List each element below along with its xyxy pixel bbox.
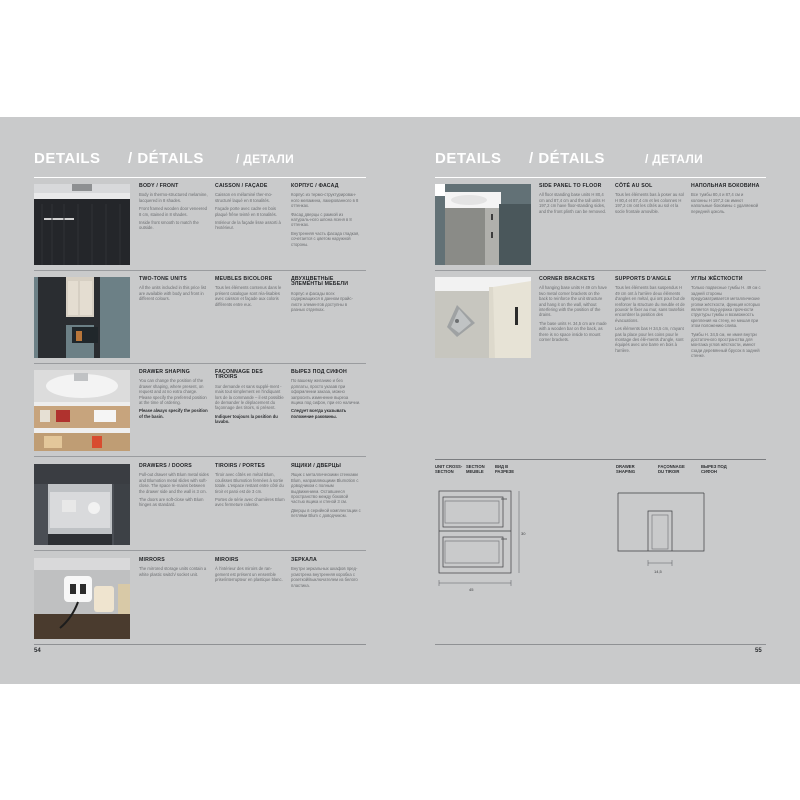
diagram-label-drawer-shaping: DRAWER SHAPING xyxy=(616,464,636,474)
header-title-fr: / DÉTAILS xyxy=(128,150,204,167)
col-para: Les éléments bas H 34,5 cm, n'ayant pas la place pour les coins pour le montage des élé-ments d'angle, sont équipés avec une barre en bois à l'arrière. xyxy=(615,326,684,353)
col-title: SIDE PANEL TO FLOOR xyxy=(539,183,602,189)
diagram-label-section-meuble: SECTION MEUBLE xyxy=(466,464,485,474)
col-para: Façade porte avec cadre en bois plaqué frêne teinté en 8 tonalités. xyxy=(215,206,277,217)
row-divider xyxy=(34,363,366,364)
diagram-label-vyrez-pod-sifon: ВЫРЕЗ ПОД СИФОН xyxy=(701,464,727,474)
text-col-fr xyxy=(215,558,285,586)
col-para: The mirrored storage units contain a white plastic switch/ socket unit. xyxy=(139,566,207,577)
col-title: MIROIRS xyxy=(215,557,239,563)
col-title: ЯЩИКИ / ДВЕРЦЫ xyxy=(291,463,341,469)
side-panel-photo xyxy=(435,184,531,265)
text-col-fr xyxy=(615,277,685,356)
col-para: Tiroir avec côtés en métal Blum, coulisses Blumotion fermées à sortie totale. L'espace restant entre côté du tiroir et paroi est de 3 cm. xyxy=(215,472,284,494)
header-title-ru: / ДЕТАЛИ xyxy=(645,152,704,166)
col-title: FAÇONNAGE DES TIROIRS xyxy=(215,369,263,381)
row-divider xyxy=(435,270,766,271)
col-para: All floor standing base units H 80,4 cm and 87,4 cm and the tall units H 197,2 cm have floor-standing sides, and the front plinth can be removed. xyxy=(539,192,607,214)
diagram-label-faconnage: FAÇONNAGE DU TIROIR xyxy=(658,464,685,474)
col-para: Portes de série avec charnières Blum avec fermeture ralentie. xyxy=(215,497,285,508)
col-title: TIROIRS / PORTES xyxy=(215,463,265,469)
col-para: All hanging base units H 49 cm have two metal corner brackets on the back to reinforce the unit structure and hang it on the wall, without interfering with the position of the drains. xyxy=(539,285,607,318)
footer-rule xyxy=(435,644,766,645)
drawer-shaping-drawing xyxy=(614,487,710,577)
text-col-fr xyxy=(215,184,285,234)
row-divider xyxy=(34,270,366,271)
col-emphasis: Please always specify the position of the basin. xyxy=(139,408,208,419)
header-title-en: DETAILS xyxy=(34,150,101,167)
col-title: НАПОЛЬНАЯ БОКОВИНА xyxy=(691,183,760,189)
col-para: Фасад дверцы с рамкой из натураль-ного шпона ясеня в 8 оттенках. xyxy=(291,211,352,228)
page-number: 54 xyxy=(34,648,41,654)
col-title: КОРПУС / ФАСАД xyxy=(291,183,339,189)
col-title: ЗЕРКАЛА xyxy=(291,557,317,563)
mirror-socket-photo xyxy=(34,558,130,639)
col-para xyxy=(139,408,209,419)
col-para: Sur demande et sans supplé-ment - mais tout simplement en l'indiquant lors de la commande – il est possible de demander le déplacement du façonnage des tiroirs, si présent. xyxy=(215,383,284,411)
col-title: DRAWERS / DOORS xyxy=(139,463,192,469)
text-col-en xyxy=(539,184,609,217)
header-title-ru: / ДЕТАЛИ xyxy=(236,152,295,166)
col-para: Tous les éléments bas suspendus H 49 cm ont à l'arrière deux éléments d'angles en métal, qui ont pour but de renforcer la structure du meuble et de pouvoir le fixer au mur, sans toutefois encombrer la position des évacuations. xyxy=(615,285,685,323)
header-title-en: DETAILS xyxy=(435,150,502,167)
text-col-en xyxy=(539,277,609,345)
diagram-section-rule xyxy=(435,459,766,460)
text-col-ru xyxy=(291,277,361,315)
col-para: The base units H. 34,5 cm are made with a wooden bar on the back, as there is no space inside to mount corner brackets. xyxy=(539,320,607,343)
unit-cross-section-drawing xyxy=(435,487,525,597)
col-title: TWO-TONE UNITS xyxy=(139,276,187,282)
col-emphasis: Следует всегда указывать положение раковины. xyxy=(291,408,347,419)
col-para: Все тумбы 80,4 и 87,4 см и колонны Н 197,2 см имеют напольные боковины с удаляемой передней цоколь. xyxy=(691,192,759,214)
col-para: Ящик с металлическими стенками Blum, направляющими Blumotion с доводчиком с полным выдвижением. Оставшееся пространство между боковой частью ящика и стеной 3 см. xyxy=(291,472,359,505)
text-col-en xyxy=(139,370,209,422)
col-title: CAISSON / FAÇADE xyxy=(215,183,268,189)
row-divider xyxy=(34,550,366,551)
col-para: Pull-out drawer with Blum metal sides and Blumotion metal slides with soft-close. The space re-mains between the drawer side and the wall is 3 cm. xyxy=(139,472,209,494)
col-para: Внутри зеркальных шкафов пред-усмотрена внутренняя коробка с розеткой/выключателем из белого пластика. xyxy=(291,566,358,588)
right-page xyxy=(400,117,800,684)
text-col-ru xyxy=(691,277,761,362)
col-para: По вашему желанию и без доплаты, просто указав при оформлении заказа, можно запросить изменение выреза ящика под сифон, при его наличии. xyxy=(291,378,361,406)
text-col-ru xyxy=(291,558,361,591)
col-title: DRAWER SHAPING xyxy=(139,369,190,375)
col-para: Tous les éléments contenus dans le présent catalogue sont réa-lisables avec caisson et façade aux coloris différents entre eux. xyxy=(215,285,282,307)
col-para: Tous les éléments bas à poser au sol H 80,4 et 87,4 cm et les colonnes H 197,2 cm ont les côtés au sol et la socle frontale amovible. xyxy=(615,192,684,214)
corner-brackets-photo xyxy=(435,277,531,358)
col-para xyxy=(291,408,361,419)
col-title: MIRRORS xyxy=(139,557,165,563)
page-number: 55 xyxy=(755,648,762,654)
dim-depth-label: 45 xyxy=(469,587,474,592)
col-para: Корпус из термо-структурирован-ного меламина, лакированного в 8 оттенках. xyxy=(291,192,359,209)
catalog-spread xyxy=(0,117,800,684)
col-para: Caisson en mélaminé ther-mo-structuré laqué en 8 tonalités. xyxy=(215,192,273,203)
col-title: УГЛЫ ЖЁСТКОСТИ xyxy=(691,276,743,282)
text-col-en xyxy=(139,184,209,234)
diagram-label-vid-v-razreze: ВИД В РАЗРЕЗЕ xyxy=(495,464,515,474)
text-col-fr xyxy=(215,464,285,511)
col-para: Тумбы Н. 34,5 см, не имея внутри достаточного пространства для монтажа углов жёсткости, имеют сзади деревянный брусок в задней стенке. xyxy=(691,331,760,359)
dim-height-label: 30 xyxy=(521,531,526,536)
col-para: The doors are soft-close with Blum hinges as standard. xyxy=(139,497,204,508)
col-para: Дверцы в серийной комплектации с петлями Blum с доводчиком. xyxy=(291,507,361,519)
header-title-fr: / DÉTAILS xyxy=(529,150,605,167)
col-para: À l'intérieur des miroirs de ran-gement est présent un ensemble prise/interrupteur en plastique blanc. xyxy=(215,566,283,583)
col-para xyxy=(215,414,285,425)
diagram-label-unit-cross-section: UNIT CROSS-SECTION xyxy=(435,464,463,474)
header-rule xyxy=(435,177,766,178)
two-tone-wall-units-photo xyxy=(34,277,130,358)
col-emphasis: Indiquer toujours la position du lavabo. xyxy=(215,413,278,425)
row-divider xyxy=(34,456,366,457)
text-col-fr xyxy=(215,277,285,310)
text-col-fr xyxy=(615,184,685,217)
left-page xyxy=(0,117,400,684)
drawers-doors-photo xyxy=(34,464,130,545)
text-col-ru xyxy=(291,370,361,422)
text-col-en xyxy=(139,464,209,511)
col-title: MEUBLES BICOLORE xyxy=(215,276,273,282)
col-para: Внутренняя часть фасада гладкая, сочетается с цветом наружной стороны. xyxy=(291,230,360,247)
drawer-shaping-photo xyxy=(34,370,130,451)
text-col-ru xyxy=(291,464,361,522)
col-para: Intérieur de la façade lisse assorti à l'extérieur. xyxy=(215,220,281,231)
text-col-en xyxy=(139,558,209,580)
black-vanity-cabinet-photo xyxy=(34,184,130,265)
col-para: Корпус и фасады всех содержащихся в данном прайс-листе элементов доступны в разных отделках. xyxy=(291,290,353,313)
footer-rule xyxy=(34,644,366,645)
col-title: ДВУХЦВЕТНЫЕ ЭЛЕМЕНТЫ МЕБЕЛИ xyxy=(291,276,349,288)
col-title: CÔTÉ AU SOL xyxy=(615,183,653,189)
dim-width-label: 14,5 xyxy=(654,569,662,574)
text-col-fr xyxy=(215,370,285,428)
text-col-ru xyxy=(291,184,361,250)
col-para: You can change the position of the drawer shaping, where present, on request and at no extra charge. Please specify the preferred position at the time of ordering. xyxy=(139,378,207,406)
text-col-en xyxy=(139,277,209,305)
col-para: Inside front smooth to match the outside. xyxy=(139,220,199,231)
text-col-ru xyxy=(691,184,761,217)
header-rule xyxy=(34,177,366,178)
col-para: Front framed wooden door veneered 8 cm, stained in 8 shades. xyxy=(139,206,207,217)
col-para: All the units included in this price list are available with body and front in different colours. xyxy=(139,285,207,302)
col-para: Только подвесные тумбы Н. 49 см с задней стороны предусматривается металлические уголки жёсткости, функция которых является под-держка прочности структуры тумбы и возможность крепления на стену, не мешая при этом положению слива. xyxy=(691,285,761,329)
col-title: SUPPORTS D'ANGLE xyxy=(615,276,672,282)
col-title: CORNER BRACKETS xyxy=(539,276,595,282)
col-title: ВЫРЕЗ ПОД СИФОН xyxy=(291,369,347,375)
col-para: Body in thermo-structured melamine, lacquered in 8 shades. xyxy=(139,192,208,203)
col-title: BODY / FRONT xyxy=(139,183,179,189)
